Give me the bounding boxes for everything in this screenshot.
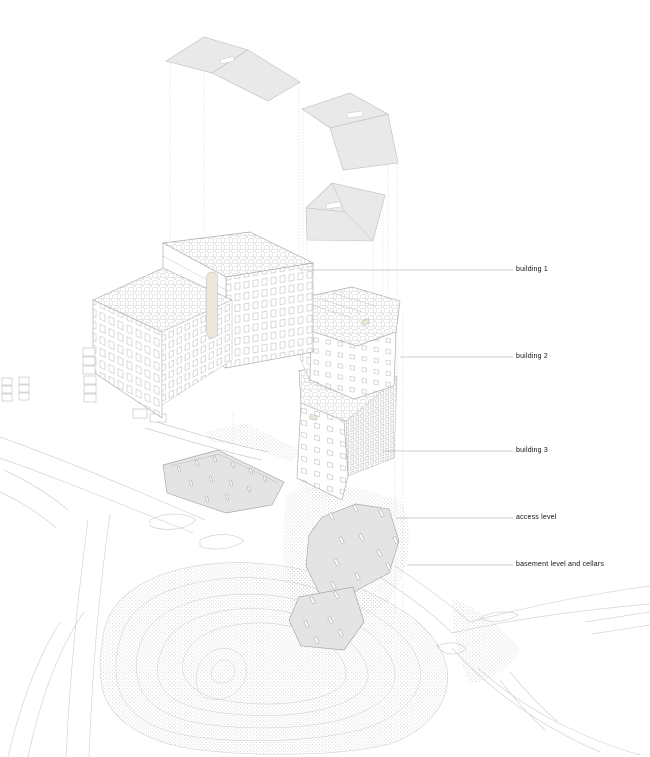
label-basement-level: basement level and cellars	[516, 561, 605, 568]
label-access-level: access level	[516, 514, 557, 521]
balcony-stacks	[2, 348, 96, 402]
building-1-core	[207, 272, 218, 338]
building-1-axon	[2, 232, 313, 418]
label-building-2: building 2	[516, 353, 548, 360]
building-2-axon	[300, 287, 400, 399]
roof-building-3	[306, 183, 385, 241]
roof-building-2	[302, 93, 398, 170]
label-building-1: building 1	[516, 266, 548, 273]
label-building-3: building 3	[516, 447, 548, 454]
roof-building-1	[166, 37, 300, 101]
